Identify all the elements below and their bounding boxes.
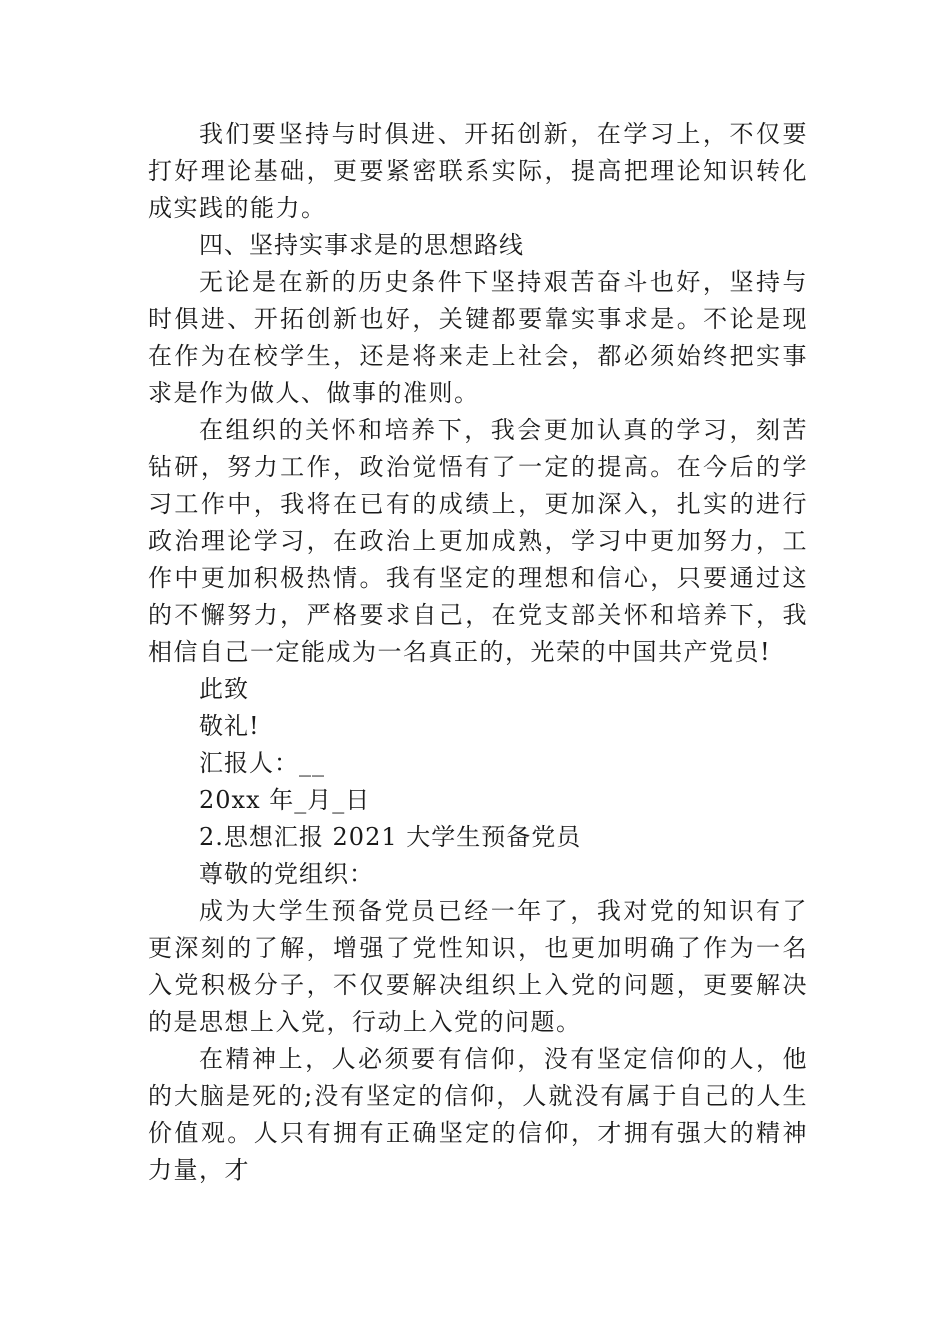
- body-paragraph: 成为大学生预备党员已经一年了，我对党的知识有了更深刻的了解，增强了党性知识，也更加明确了作为一名入党积极分子，不仅要解决组织上入党的问题，更要解决的是思想上入党，行动上入党的问题。: [148, 897, 808, 1036]
- closing-regards: 敬礼!: [199, 712, 260, 740]
- closing-salutation: 此致: [199, 675, 249, 703]
- body-paragraph: 无论是在新的历史条件下坚持艰苦奋斗也好，坚持与时俱进、开拓创新也好，关键都要靠实事求是。不论是现在作为在校学生，还是将来走上社会，都必须始终把实事求是作为做人、做事的准则。: [148, 268, 808, 407]
- date-line: 20xx 年_月_日: [199, 786, 371, 814]
- greeting-line: 尊敬的党组织：: [199, 860, 374, 888]
- body-paragraph: 我们要坚持与时俱进、开拓创新，在学习上，不仅要打好理论基础，更要紧密联系实际，提高把理论知识转化成实践的能力。: [148, 120, 808, 222]
- document-page: [148, 116, 808, 1189]
- article-title: 2.思想汇报 2021 大学生预备党员: [199, 823, 582, 851]
- body-paragraph: 在组织的关怀和培养下，我会更加认真的学习，刻苦钻研，努力工作，政治觉悟有了一定的提高。在今后的学习工作中，我将在已有的成绩上，更加深入，扎实的进行政治理论学习，在政治上更加成熟，学习中更加努力，工作中更加积极热情。我有坚定的理想和信心，只要通过这的不懈努力，严格要求自己，在党支部关怀和培养下，我相信自己一定能成为一名真正的，光荣的中国共产党员!: [148, 416, 808, 666]
- section-heading: 四、坚持实事求是的思想路线: [199, 231, 524, 259]
- body-paragraph: 在精神上，人必须要有信仰，没有坚定信仰的人，他的大脑是死的;没有坚定的信仰，人就没有属于自己的人生价值观。人只有拥有正确坚定的信仰，才拥有强大的精神力量，才: [148, 1045, 808, 1184]
- reporter-line: 汇报人：__: [199, 749, 325, 777]
